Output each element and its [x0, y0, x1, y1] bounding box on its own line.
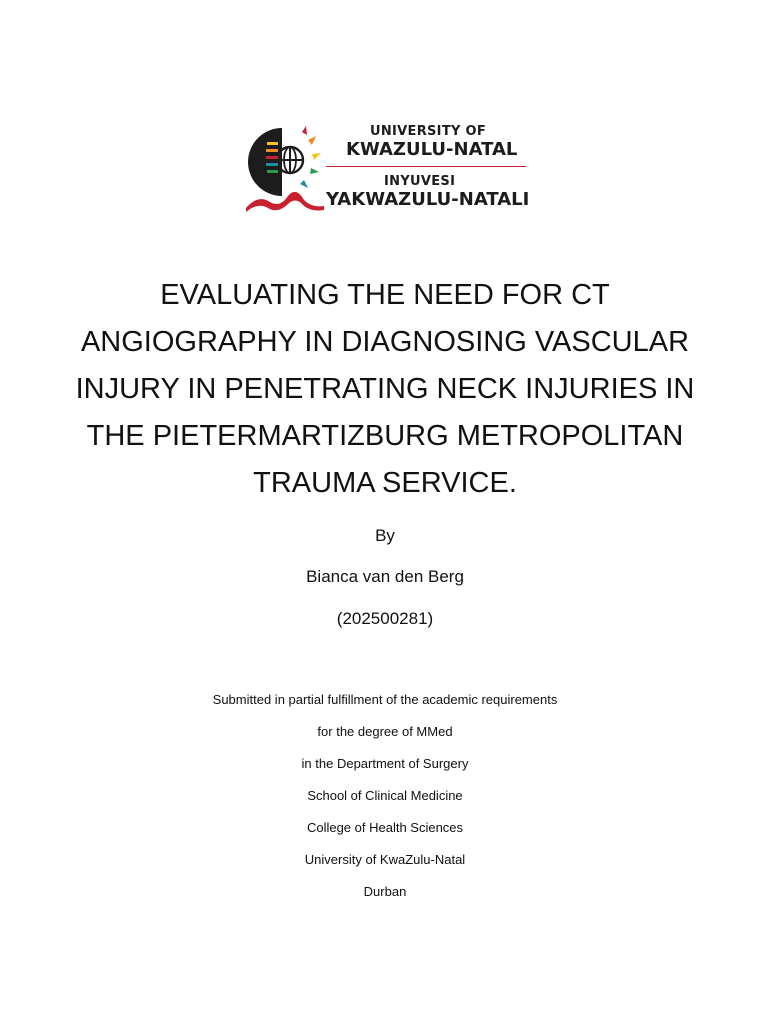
- by-label: By: [375, 526, 395, 545]
- title-line: TRAUMA SERVICE.: [253, 467, 517, 499]
- logo-divider: [326, 166, 526, 167]
- logo-line-kwazulu-natal: KWAZULU-NATAL: [346, 139, 518, 160]
- thesis-title: [60, 272, 710, 507]
- submission-line: School of Clinical Medicine: [307, 788, 463, 803]
- submission-line: in the Department of Surgery: [301, 756, 469, 771]
- title-line: ANGIOGRAPHY IN DIAGNOSING VASCULAR: [80, 326, 690, 358]
- logo-wordmark: [326, 122, 531, 214]
- title-line: INJURY IN PENETRATING NECK INJURIES IN: [75, 373, 695, 405]
- title-line: EVALUATING THE NEED FOR CT: [160, 279, 610, 311]
- submission-line: University of KwaZulu-Natal: [304, 852, 466, 867]
- submission-line: Submitted in partial fulfillment of the academic requirements: [212, 692, 558, 707]
- submission-line: for the degree of MMed: [317, 724, 453, 739]
- logo-line-university-of: UNIVERSITY OF: [370, 124, 487, 139]
- submission-line: College of Health Sciences: [306, 820, 464, 835]
- university-emblem-icon: [244, 122, 324, 214]
- author-name: Bianca van den Berg: [306, 567, 464, 586]
- student-number: (202500281): [336, 609, 434, 628]
- logo-line-yakwazulu-natali: YAKWAZULU-NATALI: [326, 189, 530, 210]
- university-logo: [244, 122, 529, 214]
- title-line: THE PIETERMARTIZBURG METROPOLITAN: [86, 420, 684, 452]
- submission-line: Durban: [363, 884, 407, 899]
- logo-line-inyuvesi: INYUVESI: [384, 174, 456, 189]
